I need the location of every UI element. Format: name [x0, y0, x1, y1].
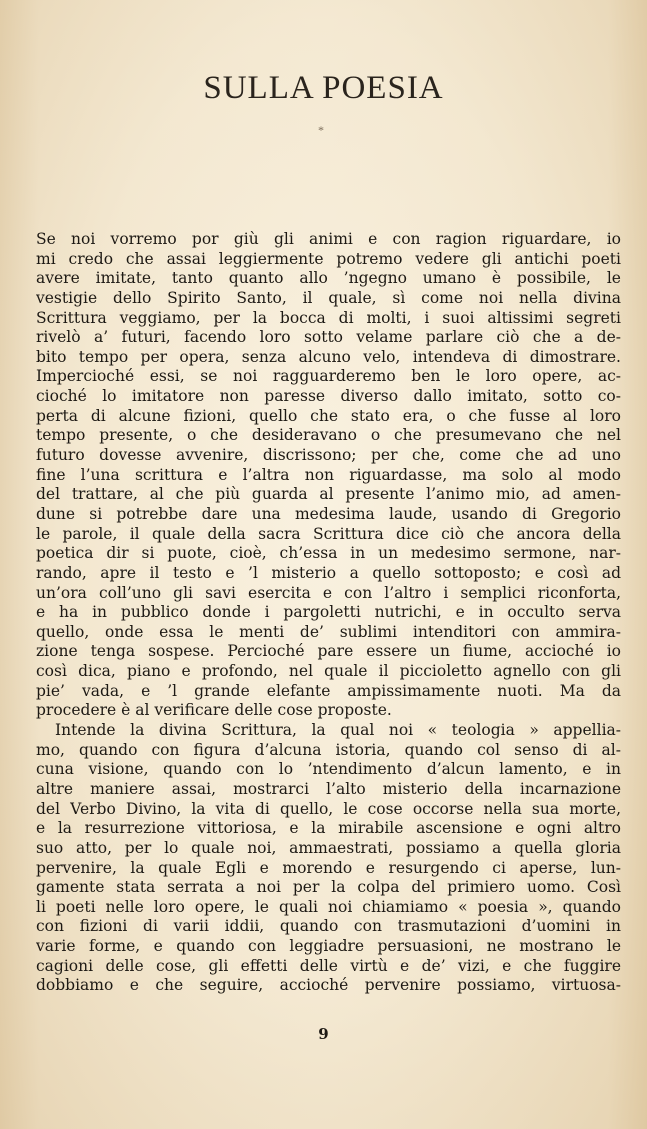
text-line: altre maniere assai, mostrarci l’alto misterio della incarnazione [36, 779, 621, 798]
text-line: Impercioché essi, se noi ragguarderemo ben le loro opere, ac- [36, 367, 621, 386]
text-line: perta di alcune fizioni, quello che stato era, o che fusse al loro [36, 406, 621, 425]
text-line: rando, apre il testo e ’l misterio a quello sottoposto; e così ad [36, 563, 621, 582]
text-line: e ha in pubblico donde i pargoletti nutrichi, e in occulto serva [36, 603, 621, 622]
text-line: Se noi vorremo por giù gli animi e con ragion riguardare, io [36, 230, 621, 248]
text-line: Intende la divina Scrittura, la qual noi « teologia » appellia- [55, 721, 621, 740]
text-line: e la resurrezione vittoriosa, e la mirabile ascensione e ogni altro [36, 819, 621, 838]
text-line: vestigie dello Spirito Santo, il quale, sì come noi nella divina [36, 288, 621, 307]
body-text [36, 230, 621, 996]
text-line: fine l’una scrittura e l’altra non riguardasse, ma solo al modo [36, 465, 621, 484]
text-line: con fizioni di varii iddii, quando con trasmutazioni d’uomini in [36, 917, 621, 936]
text-line: zione tenga sospese. Percioché pare essere un fiume, accioché io [36, 642, 621, 661]
text-line: suo atto, per lo quale noi, ammaestrati, possiamo a quella gloria [36, 838, 621, 857]
text-line: Scrittura veggiamo, per la bocca di molti, i suoi altissimi segreti [36, 308, 621, 327]
text-line: del trattare, al che più guarda al presente l’animo mio, ad amen- [36, 485, 621, 504]
page-number: 9 [318, 1025, 329, 1043]
text-line: cuna visione, quando con lo ’ntendimento d’alcun lamento, e in [36, 760, 621, 779]
text-line: dobbiamo e che seguire, accioché pervenire possiamo, virtuosa- [36, 976, 621, 995]
chapter-title: SULLA POESIA [203, 70, 444, 106]
text-line: dune si potrebbe dare una medesima laude, usando di Gregorio [36, 504, 621, 523]
text-line: poetica dir si puote, cioè, ch’essa in un medesimo sermone, nar- [36, 544, 621, 563]
text-line: quello, onde essa le menti de’ sublimi intenditori con ammira- [36, 622, 621, 641]
text-line: le parole, il quale della sacra Scrittura dice ciò che ancora della [36, 524, 621, 543]
paragraph-1 [36, 230, 621, 721]
text-line: cioché lo imitatore non paresse diverso dallo imitato, sotto co- [36, 387, 621, 406]
text-line: un’ora coll’uno gli savi esercita e con l’altro i semplici riconforta, [36, 583, 621, 602]
paragraph-2 [36, 721, 621, 996]
text-line: rivelò a’ futuri, facendo loro sotto velame parlare ciò che a de- [36, 328, 621, 347]
text-line: varie forme, e quando con leggiadre persuasioni, ne mostrano le [36, 937, 621, 956]
text-line: cagioni delle cose, gli effetti delle virtù e de’ vizi, e che fuggire [36, 956, 621, 975]
text-line: bito tempo per opera, senza alcuno velo, intendeva di dimostrare. [36, 347, 621, 366]
text-line: mi credo che assai leggiermente potremo vedere gli antichi poeti [36, 249, 621, 268]
text-line: procedere è al verificare delle cose proposte. [36, 701, 392, 720]
text-line: del Verbo Divino, la vita di quello, le cose occorse nella sua morte, [36, 799, 621, 818]
text-line: pervenire, la quale Egli e morendo e resurgendo ci aperse, lun- [36, 858, 621, 877]
text-line: mo, quando con figura d’alcuna istoria, quando col senso di al- [36, 740, 621, 759]
text-line: futuro dovesse avvenire, discrissono; per che, come che ad uno [36, 446, 621, 465]
text-line: tempo presente, o che desideravano o che presumevano che nel [36, 426, 621, 445]
text-line: avere imitate, tanto quanto allo ’ngegno umano è possibile, le [36, 269, 621, 288]
text-line: così dica, piano e profondo, nel quale il piccioletto agnello con gli [36, 662, 621, 681]
text-line: li poeti nelle loro opere, le quali noi chiamiamo « poesia », quando [36, 897, 621, 916]
text-line: gamente stata serrata a noi per la colpa del primiero uomo. Così [36, 878, 621, 897]
ornament-mark: * [318, 123, 324, 137]
text-line: pie’ vada, e ’l grande elefante ampissimamente nuoti. Ma da [36, 681, 621, 700]
